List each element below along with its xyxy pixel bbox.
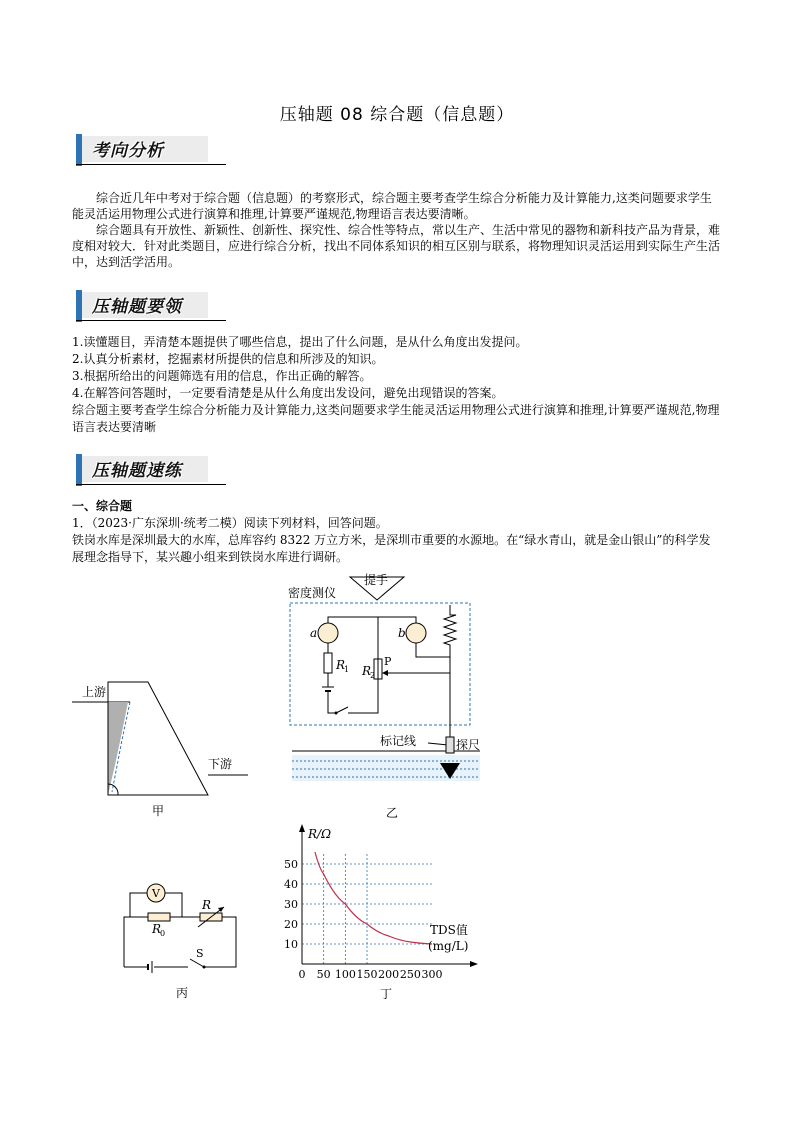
- figure-caption: 乙: [386, 806, 399, 820]
- resistor-r0: [148, 913, 170, 921]
- figure-dam: [60, 670, 260, 820]
- banner-accent: [76, 134, 82, 166]
- x-axis-unit: (mg/L): [428, 939, 469, 953]
- list-item: 3.根据所给出的问题筛选有用的信息，作出正确的解答。: [72, 369, 372, 383]
- question-body: 铁岗水库是深圳最大的水库，总库容约 8322 万立方米，是深圳市重要的水源地。在“绿水青山，就是金山银山”的科学发展理念指导下，某兴趣小组来到铁岗水库进行调研。: [72, 533, 711, 564]
- slider-arrow: [382, 670, 388, 676]
- figure-caption: 甲: [152, 804, 165, 818]
- x-tick-label: 150: [356, 968, 378, 981]
- r0-subscript: 0: [160, 929, 166, 938]
- section-banner-practice: [76, 446, 226, 488]
- probe-scale: [446, 737, 454, 753]
- section-title: 压轴题要领: [92, 297, 182, 317]
- circuit-wire: [124, 917, 148, 967]
- section-banner-key-points: [76, 282, 226, 324]
- question-block: [72, 498, 722, 566]
- voltmeter-label: V: [152, 887, 160, 900]
- list-item: 2.认真分析素材，挖掘素材所提供的信息和所涉及的知识。: [72, 352, 384, 366]
- list-item: 1.读懂题目，弄清楚本题提供了哪些信息，提出了什么问题，是从什么角度出发提问。: [72, 335, 528, 349]
- y-tick-label: 20: [284, 918, 298, 931]
- switch: [336, 707, 348, 713]
- analysis-text: [72, 190, 722, 270]
- lamp-a-label: a: [310, 626, 318, 640]
- lamp-b: [406, 623, 426, 643]
- upstream-label: 上游: [82, 685, 107, 699]
- list-item: 综合题主要考查学生综合分析能力及计算能力,这类问题要求学生能灵活运用物理公式进行演算和推理,计算要严谨规范,物理语言表达要清晰: [72, 403, 720, 434]
- figure-caption: 丙: [176, 986, 189, 1000]
- r-label: R: [202, 898, 212, 912]
- r1-subscript: 1: [344, 665, 350, 674]
- banner-underline: [76, 320, 226, 321]
- x-tick-label: 300: [421, 968, 443, 981]
- mark-line-label: 标记线: [380, 734, 417, 748]
- circuit-wire: [130, 893, 147, 917]
- r1-label: R: [336, 658, 346, 672]
- x-axis-label: TDS值: [430, 923, 468, 937]
- x-tick-label: 250: [399, 968, 421, 981]
- question-section-label: 一、综合题: [72, 499, 133, 513]
- mark-line-pointer: [428, 743, 448, 745]
- x-tick-label: 50: [316, 968, 331, 981]
- x-tick-label: 100: [334, 968, 356, 981]
- slider-label: P: [384, 655, 392, 668]
- circuit-wire: [416, 643, 440, 657]
- figure-density-tester: [280, 565, 500, 830]
- list-item: 4.在解答问答题时，一定要看清楚是从什么角度出发设问，避免出现错误的答案。: [72, 386, 504, 400]
- question-header: 1．（2023·广东深圳·统考二模）阅读下列材料，回答问题。: [72, 516, 388, 530]
- x-tick-label: 0: [298, 968, 306, 981]
- circuit-wire: [378, 617, 416, 623]
- circuit-wire: [204, 917, 236, 967]
- y-tick-label: 50: [284, 858, 298, 871]
- resistor-r1: [324, 653, 332, 673]
- y-axis-arrow: [299, 824, 305, 832]
- tds-chart: [282, 822, 502, 1007]
- handle-label: 提手: [364, 573, 389, 587]
- device-box: [290, 603, 470, 725]
- dam-body: [108, 682, 208, 795]
- banner-accent: [76, 290, 82, 322]
- switch-label: S: [196, 947, 204, 960]
- y-tick-label: 10: [284, 938, 298, 951]
- water-wedge: [108, 702, 128, 795]
- resistance-curve: [315, 852, 432, 944]
- downstream-label: 下游: [208, 757, 233, 771]
- x-tick-label: 200: [378, 968, 400, 981]
- r0-label: R: [152, 922, 162, 936]
- page-title: 压轴题 08 综合题（信息题）: [279, 105, 515, 125]
- section-banner-analysis: [76, 126, 226, 168]
- paragraph: 综合题具有开放性、新颖性、创新性、探究性、综合性等特点，常以生产、生活中常见的器物和新科技产品为背景，难度相对较大．针对此类题目，应进行综合分析，找出不同体系知识的相互区别与联系，将物理知识灵活运用到实际生产生活中，达到活学活用。: [72, 223, 721, 269]
- chart-ticks: [284, 858, 443, 981]
- y-tick-label: 40: [284, 878, 298, 891]
- y-axis-label: R/Ω: [308, 827, 332, 841]
- switch-s: [190, 959, 204, 967]
- lamp-a: [318, 623, 338, 643]
- r2-label: R: [362, 664, 372, 678]
- banner-underline: [76, 164, 226, 165]
- switch-pivot: [335, 712, 338, 715]
- paragraph: 综合近几年中考对于综合题（信息题）的考察形式，综合题主要考查学生综合分析能力及计算能力,这类问题要求学生能灵活运用物理公式进行演算和推理,计算要严谨规范,物理语言表达要清晰。: [72, 191, 712, 221]
- banner-accent: [76, 454, 82, 486]
- section-title: 考向分析: [92, 141, 164, 161]
- switch-pivot: [203, 966, 206, 969]
- r2-subscript: 2: [370, 671, 376, 680]
- circuit-wire: [328, 691, 336, 713]
- x-axis-arrow: [470, 961, 478, 967]
- key-points-list: [72, 334, 722, 436]
- probe-label: 探尺: [456, 738, 481, 752]
- banner-underline: [76, 484, 226, 485]
- device-label: 密度测仪: [288, 586, 337, 600]
- figure-caption: 丁: [380, 987, 393, 1001]
- y-tick-label: 30: [284, 898, 298, 911]
- figure-circuit: [112, 875, 252, 1005]
- lamp-b-label: b: [398, 626, 406, 640]
- section-title: 压轴题速练: [92, 461, 182, 481]
